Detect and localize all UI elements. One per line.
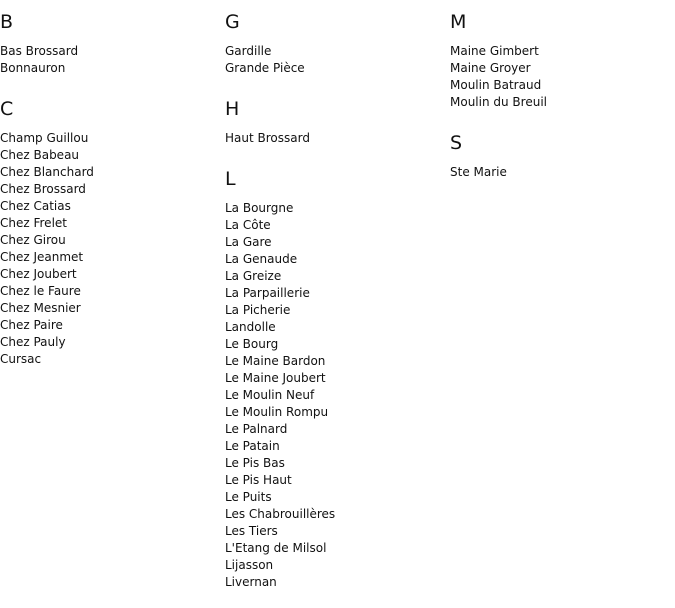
- place-link[interactable]: La Greize: [225, 269, 282, 283]
- place-link[interactable]: Moulin Batraud: [450, 78, 542, 92]
- place-link[interactable]: La Picherie: [225, 303, 291, 317]
- place-link[interactable]: La Gare: [225, 235, 272, 249]
- place-link[interactable]: Chez Catias: [0, 199, 71, 213]
- place-link[interactable]: Le Pis Bas: [225, 456, 285, 470]
- letter-heading: M: [450, 11, 467, 33]
- place-link[interactable]: Livernan: [225, 575, 277, 589]
- place-link[interactable]: Le Pis Haut: [225, 473, 292, 487]
- place-link[interactable]: Haut Brossard: [225, 131, 310, 145]
- place-link[interactable]: Lijasson: [225, 558, 274, 572]
- place-link[interactable]: Chez Paire: [0, 318, 63, 332]
- place-link[interactable]: Cursac: [0, 352, 42, 366]
- place-link[interactable]: Chez le Faure: [0, 284, 81, 298]
- place-link[interactable]: Chez Jeanmet: [0, 250, 84, 264]
- place-link[interactable]: Landolle: [225, 320, 276, 334]
- index-column-3: [450, 10, 675, 201]
- place-link[interactable]: Gardille: [225, 44, 272, 58]
- place-link[interactable]: Maine Groyer: [450, 61, 531, 75]
- index-column-2: [225, 10, 450, 608]
- place-link[interactable]: Les Chabrouillères: [225, 507, 336, 521]
- place-link[interactable]: Moulin du Breuil: [450, 95, 547, 109]
- index-column-1: [0, 10, 225, 388]
- place-link[interactable]: Chez Blanchard: [0, 165, 94, 179]
- place-link[interactable]: Le Moulin Neuf: [225, 388, 315, 402]
- place-list: [225, 130, 450, 147]
- letter-heading: L: [225, 168, 236, 190]
- place-list: [225, 200, 450, 591]
- place-link[interactable]: Le Patain: [225, 439, 280, 453]
- place-link[interactable]: La Parpaillerie: [225, 286, 310, 300]
- place-link[interactable]: Grande Pièce: [225, 61, 305, 75]
- letter-group: [450, 10, 675, 111]
- place-link[interactable]: Le Puits: [225, 490, 272, 504]
- place-link[interactable]: Le Maine Bardon: [225, 354, 326, 368]
- place-list: [450, 43, 675, 111]
- place-link[interactable]: Le Moulin Rompu: [225, 405, 329, 419]
- place-list: [225, 43, 450, 77]
- place-link[interactable]: Chez Babeau: [0, 148, 80, 162]
- letter-group: [225, 97, 450, 147]
- place-list: [0, 43, 225, 77]
- letter-heading: C: [0, 98, 14, 120]
- place-link[interactable]: Chez Joubert: [0, 267, 77, 281]
- letter-group: [225, 167, 450, 591]
- place-link[interactable]: La Genaude: [225, 252, 298, 266]
- place-list: [0, 130, 225, 368]
- letter-group: [0, 10, 225, 77]
- place-link[interactable]: Maine Gimbert: [450, 44, 539, 58]
- place-link[interactable]: Chez Girou: [0, 233, 66, 247]
- place-link[interactable]: Bas Brossard: [0, 44, 79, 58]
- letter-heading: H: [225, 98, 240, 120]
- place-link[interactable]: Le Palnard: [225, 422, 288, 436]
- letter-group: [450, 131, 675, 181]
- letter-heading: S: [450, 132, 463, 154]
- letter-heading: B: [0, 11, 14, 33]
- place-link[interactable]: Chez Frelet: [0, 216, 67, 230]
- place-link[interactable]: Le Bourg: [225, 337, 279, 351]
- place-link[interactable]: Chez Pauly: [0, 335, 66, 349]
- place-link[interactable]: La Bourgne: [225, 201, 294, 215]
- place-list: [450, 164, 675, 181]
- place-link[interactable]: Champ Guillou: [0, 131, 89, 145]
- place-link[interactable]: Les Tiers: [225, 524, 278, 538]
- place-link[interactable]: Chez Mesnier: [0, 301, 81, 315]
- place-link[interactable]: La Côte: [225, 218, 271, 232]
- letter-heading: G: [225, 11, 240, 33]
- place-link[interactable]: Ste Marie: [450, 165, 507, 179]
- letter-group: [0, 97, 225, 368]
- place-link[interactable]: Bonnauron: [0, 61, 66, 75]
- place-link[interactable]: Chez Brossard: [0, 182, 86, 196]
- letter-group: [225, 10, 450, 77]
- place-link[interactable]: L'Etang de Milsol: [225, 541, 327, 555]
- place-link[interactable]: Le Maine Joubert: [225, 371, 326, 385]
